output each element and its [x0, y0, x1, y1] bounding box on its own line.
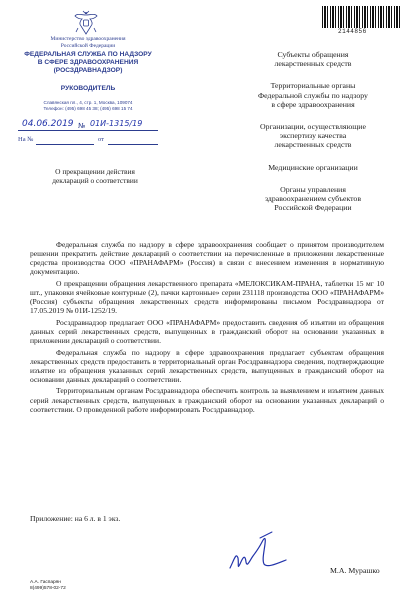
recipient-line: лекарственных средств	[274, 140, 352, 150]
body-paragraph: Территориальным органам Росздравнадзора обеспечить контроль за выявлением и изъятием данных серий лекарственных средств, выпущенных в гражданский оборот на основании указанных деклараций о соответствии. О проведенной работе информировать Росздравнадзор.	[30, 386, 384, 414]
recipient-line: Медицинские организации	[268, 162, 358, 172]
barcode-number: 2144856	[338, 28, 367, 35]
recipient-line: в сфере здравоохранения	[271, 99, 355, 109]
recipient	[238, 122, 388, 150]
executor-name: А.А. Гаспарян	[30, 580, 61, 585]
recipient	[238, 50, 388, 68]
body-paragraph: Росздравнадзор предлагает ООО «ПРАНАФАРМ» предоставить сведения об изъятии из обращения данных серий лекарственных средств, выпущенных в гражданский оборот на основании указанных в приложении деклараций о соответствии.	[30, 317, 384, 345]
recipient-line: лекарственных средств	[274, 59, 352, 69]
recipients-block	[238, 50, 388, 225]
attachment-note: Приложение: на 6 л. в 1 экз.	[30, 514, 121, 523]
recipient	[238, 185, 388, 213]
recipient-line: экспертизу качества	[279, 131, 347, 141]
letter-body	[30, 240, 384, 416]
registration-line	[18, 118, 158, 132]
registration-number: 01И-1315/19	[90, 119, 143, 128]
recipient	[238, 81, 388, 109]
reference-from-label: от	[98, 136, 105, 143]
reference-underline	[36, 144, 94, 145]
signer-name: М.А. Мурашко	[330, 566, 380, 575]
body-paragraph: Федеральная служба по надзору в сфере здравоохранения сообщает о принятом производителем решении прекратить действие деклараций о соответствии на перечисленные в приложении лекарственные средства производства ООО «ПРАНАФАРМ» (Россия) в связи с внесением изменения в нормативную документацию.	[30, 240, 384, 277]
barcode	[322, 6, 400, 28]
agency-line: В СФЕРЕ ЗДРАВООХРАНЕНИЯ	[37, 58, 139, 66]
agency-line: (РОСЗДРАВНАДЗОР)	[53, 66, 123, 74]
recipient	[238, 163, 388, 172]
recipient-line: Федеральной службы по надзору	[258, 90, 368, 100]
ministry-name	[18, 36, 158, 49]
number-sign: №	[78, 122, 86, 130]
body-paragraph: Федеральная служба по надзору в сфере здравоохранения предлагает субъектам обращения лекарственных средств предоставить в территориальный орган Росздравнадзора сведения, подтверждающие изъятие из обращения указанных серий лекарственных средств, выпущенных в гражданский оборот на основании данных деклараций о соответствии.	[30, 347, 384, 384]
recipient-line: Российской Федерации	[274, 203, 352, 213]
address-line: Славянская пл., 4, стр. 1, Москва, 109074	[43, 100, 133, 105]
agency-name	[18, 51, 158, 74]
reference-line	[18, 134, 158, 146]
recipient-line: Органы управления	[280, 184, 346, 194]
recipient-line: здравоохранением субъектов	[264, 194, 362, 204]
reference-label: На №	[18, 136, 34, 143]
address-line: Телефон: (495) 698 45 38; (495) 698 15 74	[43, 106, 133, 111]
handwritten-signature	[226, 530, 290, 580]
subject-line: деклараций о соответствии	[52, 175, 138, 185]
agency-line: ФЕДЕРАЛЬНАЯ СЛУЖБА ПО НАДЗОРУ	[24, 51, 152, 58]
reference-date-underline	[108, 144, 158, 145]
executor-info	[30, 580, 66, 592]
ministry-line: Российской Федерации	[60, 42, 116, 49]
double-headed-eagle-emblem-icon	[74, 10, 98, 36]
head-title: РУКОВОДИТЕЛЬ	[60, 85, 116, 92]
executor-phone: 8(499)578-02-72	[30, 586, 66, 591]
agency-address	[18, 100, 158, 112]
registration-date: 04.06.2019	[22, 119, 74, 129]
recipient-line: Территориальные органы	[270, 81, 356, 91]
registration-underline	[18, 130, 158, 131]
subject-line: О прекращении действия	[55, 167, 135, 176]
letter-subject	[40, 168, 150, 185]
body-paragraph: О прекращении обращения лекарственного препарата «МЕЛОКСИКАМ-ПРАНА, таблетки 15 мг 10 шт., упаковки ячейковые контурные (2), пачки картонные» серии 231118 производства ООО «ПРАНАФАРМ» (Россия) субъекты обращения лекарственных средств информированы письмом Росздравнадзора от 17.05.2019 № 01И-1252/19.	[30, 278, 384, 316]
recipient-line: Субъекты обращения	[277, 50, 349, 59]
recipient-line: Организации, осуществляющие	[260, 122, 366, 132]
ministry-line: Министерство здравоохранения	[50, 36, 126, 42]
